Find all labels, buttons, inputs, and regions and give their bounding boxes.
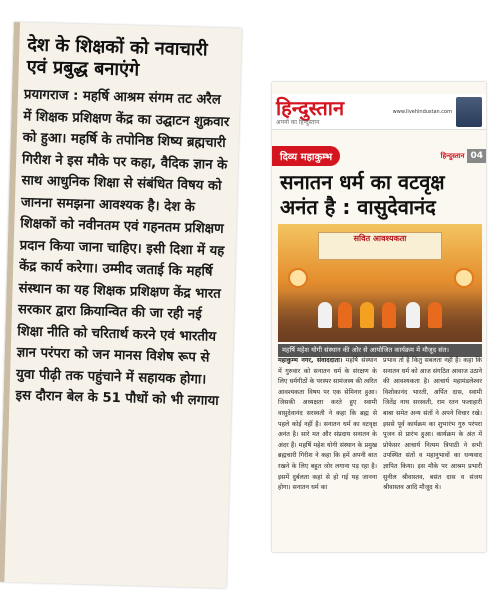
page-number: 04 — [467, 149, 486, 163]
right-dateline: महाकुम्भ नगर, संवाददाता। — [278, 357, 343, 364]
person-figure — [382, 302, 396, 328]
masthead-url: www.livehindustan.com — [392, 108, 452, 115]
stage-banner-text: सवित आवश्यकता — [353, 234, 407, 243]
person-figure — [406, 302, 420, 328]
section-bar — [272, 146, 486, 166]
left-article-body — [15, 84, 232, 412]
decor-orb — [288, 268, 308, 288]
person-figure — [360, 302, 374, 328]
article-columns — [278, 356, 482, 552]
masthead — [272, 94, 486, 130]
column-rule — [0, 22, 20, 582]
photo-caption: महर्षि महेश योगी संस्थान की ओर से आयोजित कार्यक्रम में मौजूद संत। — [278, 344, 482, 357]
column-1-text: महर्षि संस्थान में गुरुवार को सनातन धर्म के संरक्षण के लिए धर्मगीठों के परस्पर सामंजस्य की त्वरित आवश्यकता विषय पर एक सेमिनार हुआ। जिसकी अध्यक्षता करते हुए स्वामी वासुदेवानंद सरस्वती ने कहा कि ब्रह्म से पहले कोई नहीं है। सनातन धर्म का वटवृक्ष अनंत है। सारे मत और संप्रदाय सनातन के अंदर हैं। महर्षि महेश योगी संस्थान के प्रमुख ब्रह्मचारी गिरीश ने कहा कि हमें अपनी बात रखने के लिए बहुत जोर लगाना पड़ रहा है। इसमें दुर्बलता कहां से हो गई यह जानना होगा। सनातन धर्म का — [278, 357, 377, 492]
left-dateline: प्रयागराज : — [23, 87, 79, 104]
left-news-clipping — [0, 22, 242, 588]
article-column-1 — [278, 356, 377, 552]
decor-orb — [454, 268, 474, 288]
masthead-tagline: अपनों का हिन्दुस्तान — [276, 118, 320, 126]
stage-banner — [318, 232, 442, 260]
left-headline: देश के शिक्षकों को नवाचारी एवं प्रबुद्ध बनाएंगे — [26, 34, 208, 81]
left-body-text: महर्षि आश्रम संगम तट अरैल में शिक्षक प्रशिक्षण केंद्र का उद्घाटन शुक्रवार को हुआ। महर्षि के तपोनिष्ठ शिष्य ब्रह्मचारी गिरीश ने इस मौके पर कहा, वैदिक ज्ञान के साथ आधुनिक शिक्षा से संबंधित विषय को जानना समझना आवश्यक है। देश के शिक्षकों को नवीनतम एवं गहनतम प्रशिक्षण प्रदान किया जाना चाहिए। इसी दिशा में यह केंद्र कार्य करेगा। उम्मीद जताई कि महर्षि संस्थान का यह शिक्षक प्रशिक्षण केंद्र भारत सरकार द्वारा क्रियान्वित की जा रही नई शिक्षा नीति को चरितार्थ करने एवं भारतीय ज्ञान परंपरा को जन मानस विशेष रूप से युवा पीढ़ी तक पहुंचाने में सहायक होगा। इस दौरान बेल के 51 पौधों को भी लगाया — [15, 88, 230, 409]
crowd — [278, 292, 482, 342]
person-figure — [428, 302, 442, 328]
section-logo: हिन्दुस्तान — [440, 151, 465, 160]
person-figure — [338, 302, 352, 328]
right-headline: सनातन धर्म का वटवृक्ष अनंत है : वासुदेवानंद — [280, 170, 445, 219]
article-column-2: प्रभाव तो है किंतु सबलता नहीं है। कहा कि सनातन धर्म को आज संगठित आवाज उठाने की आवश्यकता है। आचार्य महामंडलेश्वर विशोकानंद भारती, अर्पित दास, स्वामी जितेंद्र नाथ सरस्वती, राम रतन फलाहारी बाबा समेत अन्य संतों ने अपने विचार रखे। इससे पूर्व कार्यक्रम का शुभारंभ गुरु परंपरा पूजन से प्रारंभ हुआ। कार्यक्रम के अंत में प्रोफेसर आचार्य नित्यम त्रिपाठी ने सभी उपस्थित संतों व महानुभावों का धन्यवाद ज्ञापित किया। इस मौके पर आश्रम प्रभारी सुनील श्रीवास्तव, बसंत दास व संजय श्रीवास्तव आदि मौजूद थे। — [383, 357, 482, 492]
person-figure — [318, 302, 332, 328]
hindustan-logo: हिन्दुस्तान — [276, 95, 345, 120]
section-label: दिव्य महाकुम्भ — [272, 146, 340, 166]
event-photo — [278, 224, 482, 342]
masthead-photo — [456, 97, 482, 127]
